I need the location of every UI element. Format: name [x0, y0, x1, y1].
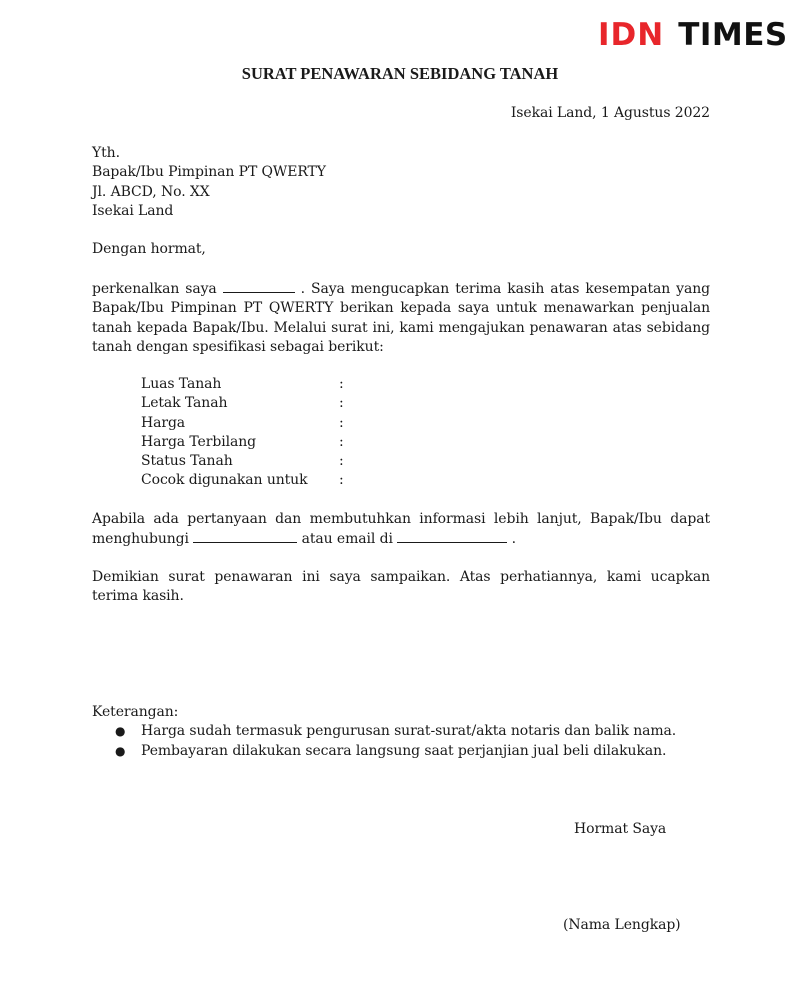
- spec-colon: :: [339, 453, 344, 470]
- note-text: Pembayaran dilakukan secara langsung saat perjanjian jual beli dilakukan.: [141, 743, 667, 759]
- bullet-icon: ●: [115, 744, 126, 758]
- spec-label: Cocok digunakan untuk: [141, 472, 308, 489]
- spec-label: Letak Tanah: [141, 395, 228, 412]
- phone-blank-line: [193, 529, 297, 543]
- land-specification-list: [141, 375, 441, 491]
- spec-row: [141, 433, 441, 452]
- spec-row: [141, 375, 441, 394]
- spec-row: [141, 394, 441, 413]
- spec-colon: :: [339, 395, 344, 412]
- logo-idn-text: IDN: [598, 17, 665, 53]
- intro-text-rest: . Saya mengucapkan terima kasih atas kesempatan yang Bapak/Ibu Pimpinan PT QWERTY berikan kepada saya untuk menawarkan penjualan tanah kepada Bapak/Ibu. Melalui surat ini, kami mengajukan penawaran atas sebidang tanah dengan spesifikasi sebagai berikut:: [92, 281, 710, 355]
- contact-text-end: .: [507, 531, 516, 548]
- spec-colon: :: [339, 414, 344, 431]
- intro-text-start: perkenalkan saya: [92, 281, 223, 297]
- list-item: [92, 722, 712, 742]
- signature-name: (Nama Lengkap): [563, 917, 681, 933]
- contact-paragraph: [92, 510, 710, 550]
- idn-times-logo: [598, 18, 788, 52]
- spec-colon: :: [339, 376, 344, 392]
- note-text: Harga sudah termasuk pengurusan surat-surat/akta notaris dan balik nama.: [141, 723, 677, 739]
- spec-row: [141, 414, 441, 433]
- greeting: Dengan hormat,: [92, 241, 206, 257]
- spec-colon: :: [339, 433, 344, 450]
- notes-list: [92, 722, 712, 762]
- letter-date: Isekai Land, 1 Agustus 2022: [510, 105, 710, 121]
- recipient-line: Isekai Land: [92, 202, 174, 219]
- spec-label: Luas Tanah: [141, 376, 222, 392]
- spec-label: Harga: [141, 414, 186, 431]
- list-item: [92, 742, 712, 762]
- spec-row: [141, 471, 441, 490]
- spec-colon: :: [339, 472, 344, 489]
- recipient-line: Bapak/Ibu Pimpinan PT QWERTY: [92, 164, 326, 181]
- contact-text-middle: atau email di: [297, 531, 398, 548]
- bullet-icon: ●: [115, 724, 126, 738]
- contact-text-start: Apabila ada pertanyaan dan membutuhkan informasi lebih lanjut, Bapak/Ibu dapat menghubungi: [92, 511, 710, 548]
- closing-salutation: Hormat Saya: [574, 821, 667, 837]
- recipient-line: Jl. ABCD, No. XX: [92, 183, 210, 200]
- notes-heading: Keterangan:: [92, 704, 179, 720]
- recipient-line: Yth.: [92, 145, 120, 161]
- spec-row: [141, 452, 441, 471]
- email-blank-line: [397, 529, 507, 543]
- logo-times-text: TIMES: [678, 17, 788, 53]
- recipient-address: [92, 144, 712, 221]
- closing-paragraph: Demikian surat penawaran ini saya sampaikan. Atas perhatiannya, kami ucapkan terima kasih.: [92, 569, 710, 605]
- spec-label: Status Tanah: [141, 453, 233, 470]
- name-blank-line: [223, 279, 295, 293]
- letter-title: SURAT PENAWARAN SEBIDANG TANAH: [241, 64, 559, 83]
- intro-paragraph: [92, 279, 710, 357]
- spec-label: Harga Terbilang: [141, 433, 256, 450]
